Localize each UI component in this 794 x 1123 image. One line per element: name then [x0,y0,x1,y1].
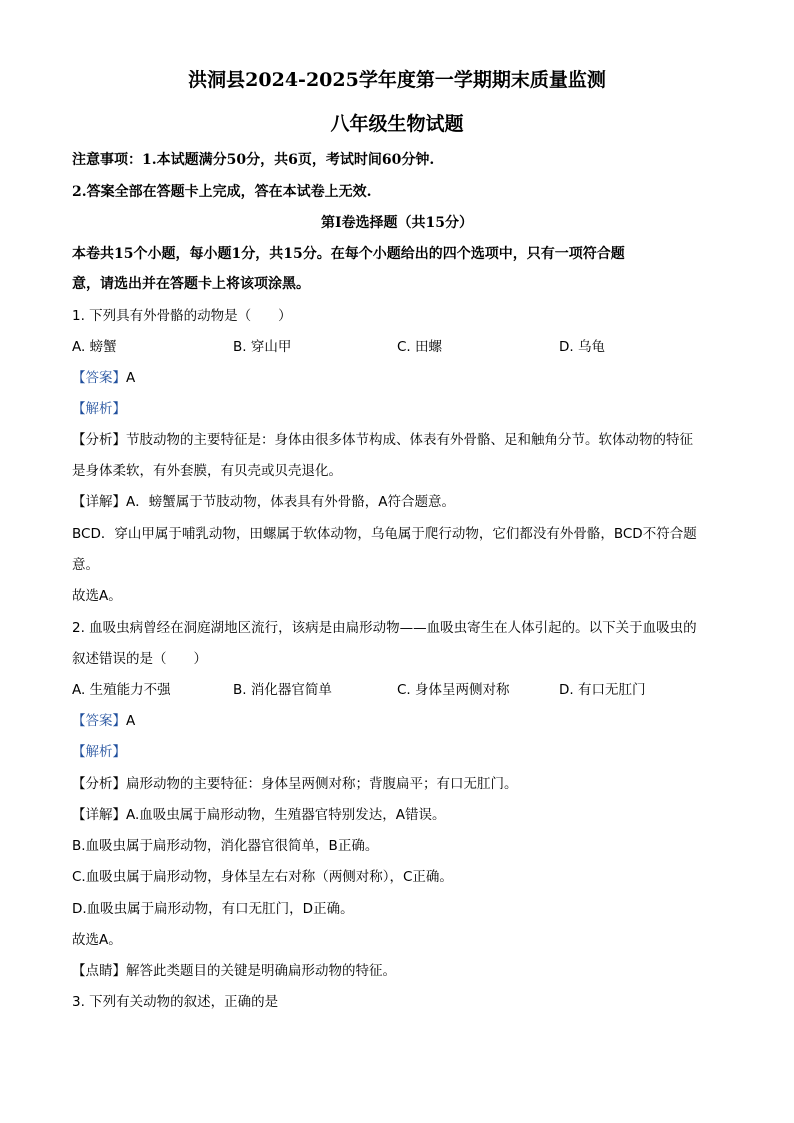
q2-fenxi-line-1 [72,774,518,794]
q1-answer [72,368,135,388]
section-intro-1: 本卷共15个小题，每小题1分，共15分。在每个小题给出的四个选项中，只有一项符合题 [72,246,625,262]
q2-analysis-tag: 【解析】 [72,744,126,760]
section-heading: 第Ⅰ卷选择题（共15分） [320,215,474,231]
q1-answer-value: A [126,370,136,386]
section-intro-2: 意，请选出并在答题卡上将该项涂黑。 [72,276,310,292]
q1-fenxi-line-2: 是身体柔软，有外套膜，有贝壳或贝壳退化。 [72,463,342,479]
q2-option-c: C. 身体呈两侧对称 [397,682,510,698]
q1-fenxi-line-1 [72,430,693,450]
q1-analysis-heading [72,399,126,419]
q1-xiangjie-line-2: BCD．穿山甲属于哺乳动物，田螺属于软体动物，乌龟属于爬行动物，它们都没有外骨骼，BCD不符合题 [72,526,697,542]
q1-option-b: B. 穿山甲 [233,339,292,355]
q2-fenxi-tag: 【分析】 [72,776,126,792]
q2-option-b: B. 消化器官简单 [233,682,332,698]
q1-fenxi-text-1: 节肢动物的主要特征是：身体由很多体节构成、体表有外骨骼、足和触角分节。软体动物的特征 [126,432,693,448]
q2-dianjing-tag: 【点睛】 [72,963,126,979]
q2-conclusion: 故选A。 [72,932,122,948]
exam-title: 洪洞县2024-2025学年度第一学期期末质量监测 [188,69,606,91]
q2-dianjing-text: 解答此类题目的关键是明确扁形动物的特征。 [126,963,396,979]
q2-xiangjie-tag: 【详解】 [72,807,126,823]
q1-answer-tag: 【答案】 [72,370,126,386]
q1-analysis-tag: 【解析】 [72,401,126,417]
q1-option-d: D. 乌龟 [559,339,605,355]
q1-option-c: C. 田螺 [397,339,443,355]
q1-xiangjie-line-3: 意。 [72,557,99,573]
q1-option-a: A. 螃蟹 [72,339,117,355]
q2-fenxi-text-1: 扁形动物的主要特征：身体呈两侧对称；背腹扁平；有口无肛门。 [126,776,518,792]
exam-subtitle: 八年级生物试题 [330,113,464,135]
q2-line-b: B.血吸虫属于扁形动物，消化器官很简单，B正确。 [72,838,379,854]
q2-answer [72,711,135,731]
q1-fenxi-tag: 【分析】 [72,432,126,448]
q1-conclusion: 故选A。 [72,588,122,604]
q2-option-d: D. 有口无肛门 [559,682,646,698]
q2-xiangjie-text-1: A.血吸虫属于扁形动物，生殖器官特别发达，A错误。 [126,807,446,823]
q2-line-d: D.血吸虫属于扁形动物，有口无肛门，D正确。 [72,901,354,917]
q2-dianjing-line [72,961,396,981]
q2-stem-line-1: 2. 血吸虫病曾经在洞庭湖地区流行，该病是由扁形动物——血吸虫寄生在人体引起的。以下关于血吸虫的 [72,620,697,636]
q1-xiangjie-tag: 【详解】 [72,494,126,510]
q2-xiangjie-line-1 [72,805,446,825]
q1-stem: 1. 下列具有外骨骼的动物是（ ） [72,308,292,324]
notes-line-2: 2.答案全部在答题卡上完成，答在本试卷上无效. [72,184,372,200]
q2-option-a: A. 生殖能力不强 [72,682,171,698]
q3-stem: 3. 下列有关动物的叙述，正确的是 [72,994,279,1010]
notes-line-1: 注意事项：1.本试题满分50分，共6页，考试时间60分钟. [72,152,435,168]
q1-xiangjie-text-1: A．螃蟹属于节肢动物，体表具有外骨骼，A符合题意。 [126,494,455,510]
q2-analysis-heading [72,742,126,762]
q1-xiangjie-line-1 [72,492,455,512]
q2-answer-tag: 【答案】 [72,713,126,729]
q2-stem-line-2: 叙述错误的是（ ） [72,651,207,667]
q2-answer-value: A [126,713,136,729]
q2-line-c: C.血吸虫属于扁形动物，身体呈左右对称（两侧对称），C正确。 [72,869,453,885]
